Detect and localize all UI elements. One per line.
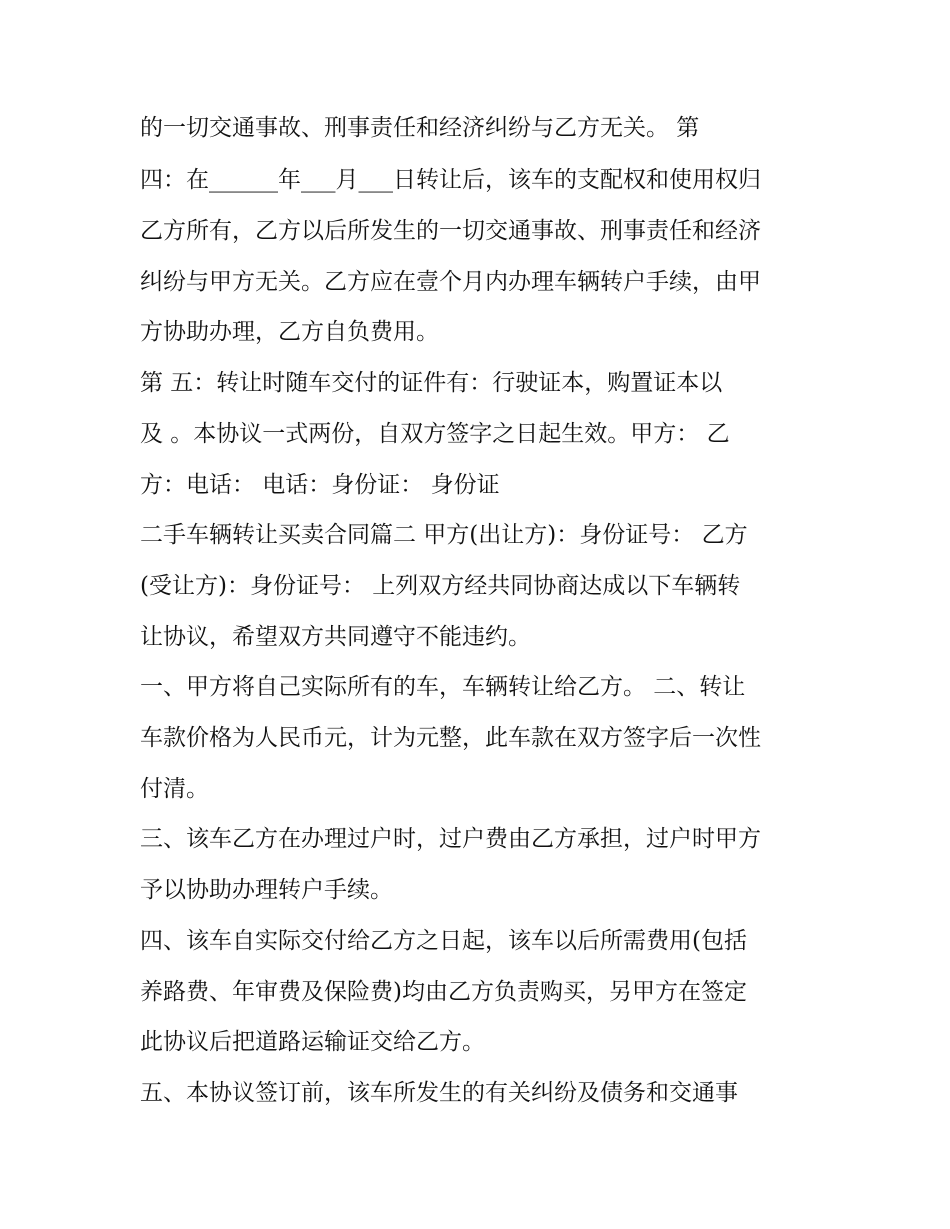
text-line: 一、甲方将自己实际所有的车，车辆转让给乙方。 二、转让 [140,674,746,700]
text-line: (受让方)：身份证号： 上列双方经共同协商达成以下车辆转 [140,573,741,599]
text-line: 方协助办理，乙方自负费用。 [140,319,439,345]
text-line: 予以协助办理转户手续。 [140,877,393,903]
text-line: 养路费、年审费及保险费)均由乙方负责购买，另甲方在签定 [140,979,747,1005]
text-line: 二手车辆转让买卖合同篇二 甲方(出让方)：身份证号： 乙方 [140,522,748,548]
text-line: 车款价格为人民币元，计为元整，此车款在双方签字后一次性 [140,725,761,751]
text-line: 第 五：转让时随车交付的证件有：行驶证本，购置证本以 [140,370,723,396]
text-line: 让协议，希望双方共同遵守不能违约。 [140,624,531,650]
text-line: 四：在______年___月___日转让后，该车的支配权和使用权归 [140,167,761,193]
text-line: 及 。本协议一式两份，自双方签字之日起生效。甲方： 乙 [140,421,730,447]
text-line: 此协议后把道路运输证交给乙方。 [140,1029,485,1055]
text-line: 三、该车乙方在办理过户时，过户费由乙方承担，过户时甲方 [140,826,761,852]
text-line: 五、本协议签订前，该车所发生的有关纠纷及债务和交通事 [140,1080,738,1106]
text-line: 的一切交通事故、刑事责任和经济纠纷与乙方无关。 第 [140,115,700,141]
text-line: 纠纷与甲方无关。乙方应在壹个月内办理车辆转户手续，由甲 [140,269,761,295]
text-line: 付清。 [140,776,209,802]
text-line: 乙方所有，乙方以后所发生的一切交通事故、刑事责任和经济 [140,218,761,244]
text-line: 方：电话： 电话：身份证： 身份证 [140,472,500,498]
text-line: 四、该车自实际交付给乙方之日起，该车以后所需费用(包括 [140,928,747,954]
